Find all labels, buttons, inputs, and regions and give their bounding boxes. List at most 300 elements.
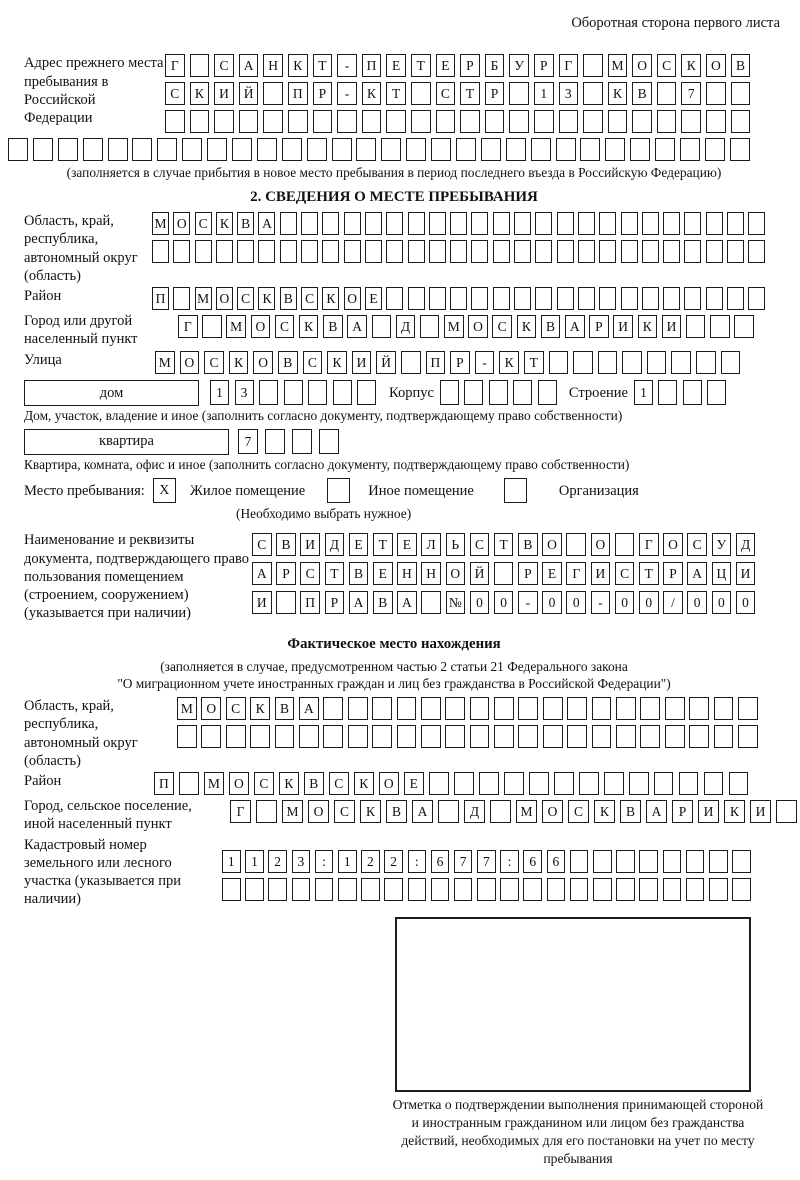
- dom-cells: [210, 380, 376, 405]
- char-box: [706, 240, 723, 263]
- char-box: [504, 772, 524, 795]
- char-box: [663, 212, 680, 235]
- stroenie-cells: [634, 380, 727, 405]
- ulitsa-field: [24, 351, 800, 374]
- char-box: [663, 878, 682, 901]
- char-box: [408, 287, 425, 310]
- char-box: [408, 878, 427, 901]
- kvartira-cells: [238, 429, 339, 454]
- char-box: [493, 287, 510, 310]
- char-box: М: [444, 315, 464, 338]
- factual-gorod-label: Город, сельское поселение, иной населенный пункт: [24, 798, 192, 833]
- char-box: [557, 240, 574, 263]
- char-box: [481, 138, 501, 161]
- dom-box: дом: [24, 380, 199, 406]
- char-box: О: [180, 351, 200, 374]
- char-box: [337, 110, 357, 133]
- char-box: [509, 82, 529, 105]
- char-box: У: [712, 533, 732, 556]
- char-box: [282, 138, 302, 161]
- char-box: [214, 110, 234, 133]
- char-box: М: [177, 697, 197, 720]
- char-box: [333, 380, 352, 405]
- char-box: [323, 697, 343, 720]
- char-box: [727, 287, 744, 310]
- char-box: [280, 212, 297, 235]
- char-box: [583, 82, 603, 105]
- char-box: О: [542, 533, 562, 556]
- char-box: [665, 725, 685, 748]
- char-box: [689, 725, 709, 748]
- prev-address-row-4: [8, 138, 800, 161]
- char-box: [592, 697, 612, 720]
- char-box: К: [216, 212, 233, 235]
- char-box: 7: [238, 429, 258, 454]
- char-box: [429, 287, 446, 310]
- char-box: [386, 287, 403, 310]
- char-box: В: [373, 591, 393, 614]
- char-box: Т: [639, 562, 659, 585]
- char-box: [570, 850, 589, 873]
- char-box: [411, 82, 431, 105]
- char-box: С: [275, 315, 295, 338]
- char-box: [292, 429, 312, 454]
- char-box: [654, 772, 674, 795]
- char-box: [642, 240, 659, 263]
- char-box: С: [204, 351, 224, 374]
- char-box: [738, 697, 758, 720]
- char-box: [454, 878, 473, 901]
- char-box: Е: [373, 562, 393, 585]
- char-box: [397, 725, 417, 748]
- char-box: [440, 380, 459, 405]
- char-box: [195, 240, 212, 263]
- char-box: [657, 110, 677, 133]
- char-box: [657, 82, 677, 105]
- char-box: [509, 110, 529, 133]
- char-box: [190, 110, 210, 133]
- char-box: [642, 287, 659, 310]
- char-box: К: [288, 54, 308, 77]
- char-box: [490, 800, 511, 823]
- char-box: У: [509, 54, 529, 77]
- char-box: И: [300, 533, 320, 556]
- char-box: В: [275, 697, 295, 720]
- char-box: Е: [542, 562, 562, 585]
- char-box: П: [154, 772, 174, 795]
- char-box: О: [173, 212, 190, 235]
- factual-heading: Фактическое место нахождения: [287, 635, 501, 652]
- char-box: В: [349, 562, 369, 585]
- factual-note-2: "О миграционном учете иностранных граждан и лиц без гражданства в Российской Федерации"): [117, 676, 671, 692]
- char-box: -: [337, 82, 357, 105]
- char-box: [268, 878, 287, 901]
- char-box: [493, 212, 510, 235]
- char-box: [386, 212, 403, 235]
- char-box: [202, 315, 222, 338]
- char-box: [173, 287, 190, 310]
- char-box: [513, 380, 532, 405]
- char-box: О: [216, 287, 233, 310]
- char-box: [642, 212, 659, 235]
- char-box: И: [352, 351, 372, 374]
- char-box: [177, 725, 197, 748]
- char-box: [494, 697, 514, 720]
- char-box: [538, 380, 557, 405]
- char-box: [362, 110, 382, 133]
- char-box: [493, 240, 510, 263]
- char-box: [265, 429, 285, 454]
- char-box: [706, 110, 726, 133]
- stamp-area: [395, 917, 751, 1092]
- char-box: [401, 351, 421, 374]
- char-box: В: [278, 351, 298, 374]
- char-box: К: [594, 800, 615, 823]
- char-box: [616, 697, 636, 720]
- char-box: Е: [349, 533, 369, 556]
- char-box: К: [354, 772, 374, 795]
- char-box: [598, 351, 618, 374]
- char-box: [494, 725, 514, 748]
- char-box: И: [252, 591, 272, 614]
- char-box: К: [250, 697, 270, 720]
- char-box: А: [646, 800, 667, 823]
- char-box: 7: [681, 82, 701, 105]
- char-box: [535, 287, 552, 310]
- char-box: [580, 138, 600, 161]
- char-box: К: [362, 82, 382, 105]
- char-box: [348, 697, 368, 720]
- char-box: 6: [431, 850, 450, 873]
- document-label: Наименование и реквизиты документа, подтверждающего право пользования помещением (строением, сооружением) (указывается при наличии): [24, 532, 250, 622]
- char-box: [275, 725, 295, 748]
- factual-gorod-row: [230, 800, 797, 823]
- char-box: Е: [404, 772, 424, 795]
- kvartira-note: Квартира, комната, офис и иное (заполнить согласно документу, подтверждающему право собственности): [24, 456, 630, 472]
- dom-line: [24, 380, 800, 406]
- char-box: М: [282, 800, 303, 823]
- char-box: [381, 138, 401, 161]
- char-box: [190, 54, 210, 77]
- dom-note: Дом, участок, владение и иное (заполнить согласно документу, подтверждающему право собственности): [24, 407, 623, 423]
- char-box: О: [663, 533, 683, 556]
- char-box: И: [214, 82, 234, 105]
- char-box: 2: [361, 850, 380, 873]
- char-box: И: [662, 315, 682, 338]
- char-box: [408, 212, 425, 235]
- char-box: [686, 850, 705, 873]
- prev-address-label: Адрес прежнего места пребывания в Российской Федерации: [24, 55, 164, 127]
- char-box: М: [608, 54, 628, 77]
- char-box: [706, 287, 723, 310]
- char-box: [361, 878, 380, 901]
- char-box: [245, 878, 264, 901]
- char-box: [543, 697, 563, 720]
- char-box: П: [152, 287, 169, 310]
- char-box: [256, 800, 277, 823]
- char-box: [709, 850, 728, 873]
- char-box: Д: [464, 800, 485, 823]
- char-box: 0: [470, 591, 490, 614]
- char-box: О: [344, 287, 361, 310]
- mesto-line: [24, 478, 800, 503]
- char-box: [313, 110, 333, 133]
- char-box: С: [470, 533, 490, 556]
- char-box: -: [518, 591, 538, 614]
- char-box: С: [687, 533, 707, 556]
- inoe-label: Иное помещение: [368, 482, 474, 499]
- char-box: [152, 240, 169, 263]
- char-box: [479, 772, 499, 795]
- factual-oblast-label: Область, край, республика, автономный округ (область): [24, 698, 138, 769]
- document-row-3: [252, 591, 755, 614]
- char-box: Н: [263, 54, 283, 77]
- char-box: Р: [460, 54, 480, 77]
- char-box: [714, 725, 734, 748]
- char-box: [301, 240, 318, 263]
- char-box: А: [239, 54, 259, 77]
- char-box: [529, 772, 549, 795]
- char-box: [689, 697, 709, 720]
- char-box: О: [229, 772, 249, 795]
- char-box: [460, 110, 480, 133]
- char-box: С: [615, 562, 635, 585]
- char-box: [338, 878, 357, 901]
- char-box: [732, 878, 751, 901]
- char-box: [592, 725, 612, 748]
- char-box: [599, 240, 616, 263]
- char-box: Р: [672, 800, 693, 823]
- char-box: №: [446, 591, 466, 614]
- char-box: [578, 240, 595, 263]
- char-box: [421, 697, 441, 720]
- char-box: [280, 240, 297, 263]
- char-box: С: [329, 772, 349, 795]
- char-box: [518, 697, 538, 720]
- char-box: [629, 772, 649, 795]
- char-box: [579, 772, 599, 795]
- char-box: С: [657, 54, 677, 77]
- char-box: [621, 287, 638, 310]
- char-box: [671, 351, 691, 374]
- char-box: А: [252, 562, 272, 585]
- char-box: [464, 380, 483, 405]
- char-box: [531, 138, 551, 161]
- char-box: [630, 138, 650, 161]
- char-box: [58, 138, 78, 161]
- char-box: П: [362, 54, 382, 77]
- char-box: [323, 725, 343, 748]
- char-box: [710, 315, 730, 338]
- document-row-1: [252, 533, 755, 556]
- char-box: 0: [639, 591, 659, 614]
- char-box: [734, 315, 754, 338]
- char-box: [616, 725, 636, 748]
- char-box: [663, 850, 682, 873]
- prev-address-note: (заполняется в случае прибытия в новое место пребывания в период последнего въезда в Российскую Федерацию): [66, 165, 722, 181]
- char-box: Д: [396, 315, 416, 338]
- char-box: [686, 315, 706, 338]
- char-box: С: [254, 772, 274, 795]
- char-box: К: [499, 351, 519, 374]
- char-box: [549, 351, 569, 374]
- char-box: [250, 725, 270, 748]
- char-box: [684, 287, 701, 310]
- char-box: -: [591, 591, 611, 614]
- char-box: В: [518, 533, 538, 556]
- char-box: [622, 351, 642, 374]
- char-box: К: [229, 351, 249, 374]
- section2-heading: 2. СВЕДЕНИЯ О МЕСТЕ ПРЕБЫВАНИЯ: [250, 189, 538, 206]
- char-box: [239, 110, 259, 133]
- char-box: [344, 212, 361, 235]
- char-box: [729, 772, 749, 795]
- char-box: М: [155, 351, 175, 374]
- char-box: [621, 240, 638, 263]
- char-box: [684, 212, 701, 235]
- factual-raion-row: [154, 772, 748, 795]
- char-box: К: [724, 800, 745, 823]
- factual-oblast-row-1: [177, 697, 758, 720]
- char-box: :: [315, 850, 334, 873]
- char-box: [431, 878, 450, 901]
- char-box: [157, 138, 177, 161]
- char-box: В: [304, 772, 324, 795]
- char-box: [276, 591, 296, 614]
- gorod-field: [24, 312, 800, 349]
- char-box: [494, 562, 514, 585]
- ulitsa-label: Улица: [24, 351, 62, 368]
- char-box: [429, 240, 446, 263]
- char-box: Т: [460, 82, 480, 105]
- char-box: [616, 850, 635, 873]
- char-box: И: [750, 800, 771, 823]
- char-box: Р: [518, 562, 538, 585]
- char-box: [431, 138, 451, 161]
- char-box: 0: [494, 591, 514, 614]
- char-box: [284, 380, 303, 405]
- stroenie-label: Строение: [568, 384, 628, 401]
- char-box: [731, 82, 751, 105]
- char-box: П: [426, 351, 446, 374]
- char-box: [471, 240, 488, 263]
- char-box: В: [632, 82, 652, 105]
- char-box: С: [334, 800, 355, 823]
- char-box: [456, 138, 476, 161]
- char-box: [232, 138, 252, 161]
- ulitsa-row: [155, 351, 740, 374]
- char-box: [556, 138, 576, 161]
- organizaciya-label: Организация: [558, 482, 639, 499]
- char-box: [514, 212, 531, 235]
- char-box: 1: [634, 380, 653, 405]
- char-box: М: [204, 772, 224, 795]
- char-box: [301, 212, 318, 235]
- korpus-cells: [440, 380, 557, 405]
- char-box: Р: [325, 591, 345, 614]
- char-box: О: [706, 54, 726, 77]
- char-box: [686, 878, 705, 901]
- char-box: 0: [687, 591, 707, 614]
- char-box: А: [565, 315, 585, 338]
- char-box: К: [608, 82, 628, 105]
- char-box: 1: [210, 380, 229, 405]
- char-box: С: [568, 800, 589, 823]
- oblast-label: Область, край, республика, автономный округ (область): [24, 213, 138, 284]
- char-box: [514, 287, 531, 310]
- char-box: [421, 591, 441, 614]
- char-box: Е: [397, 533, 417, 556]
- char-box: [489, 380, 508, 405]
- char-box: 0: [712, 591, 732, 614]
- char-box: Г: [165, 54, 185, 77]
- char-box: С: [214, 54, 234, 77]
- char-box: [386, 240, 403, 263]
- factual-raion-label: Район: [24, 773, 62, 790]
- char-box: [500, 878, 519, 901]
- char-box: С: [226, 697, 246, 720]
- char-box: [727, 212, 744, 235]
- char-box: К: [681, 54, 701, 77]
- oblast-row-1: [152, 212, 765, 235]
- char-box: К: [638, 315, 658, 338]
- char-box: [470, 697, 490, 720]
- char-box: 7: [477, 850, 496, 873]
- factual-oblast-field: [24, 697, 800, 770]
- char-box: [593, 850, 612, 873]
- char-box: [535, 240, 552, 263]
- char-box: Л: [421, 533, 441, 556]
- char-box: [450, 212, 467, 235]
- char-box: О: [632, 54, 652, 77]
- char-box: Р: [313, 82, 333, 105]
- prev-address-section: [24, 54, 800, 133]
- char-box: 6: [547, 850, 566, 873]
- char-box: С: [252, 533, 272, 556]
- char-box: [748, 212, 765, 235]
- char-box: В: [280, 287, 297, 310]
- char-box: К: [279, 772, 299, 795]
- char-box: Т: [325, 562, 345, 585]
- char-box: [257, 138, 277, 161]
- char-box: [263, 110, 283, 133]
- char-box: [222, 878, 241, 901]
- organizaciya-checkbox: [504, 478, 527, 503]
- char-box: Г: [178, 315, 198, 338]
- char-box: М: [226, 315, 246, 338]
- char-box: [450, 240, 467, 263]
- char-box: К: [517, 315, 537, 338]
- char-box: П: [300, 591, 320, 614]
- char-box: 3: [292, 850, 311, 873]
- char-box: К: [327, 351, 347, 374]
- char-box: :: [500, 850, 519, 873]
- char-box: С: [303, 351, 323, 374]
- char-box: С: [301, 287, 318, 310]
- char-box: [344, 240, 361, 263]
- prev-address-row-1: [165, 54, 750, 77]
- zhiloe-label: Жилое помещение: [189, 482, 306, 499]
- char-box: [616, 878, 635, 901]
- char-box: О: [379, 772, 399, 795]
- char-box: [356, 138, 376, 161]
- char-box: [559, 110, 579, 133]
- char-box: И: [736, 562, 756, 585]
- char-box: [727, 240, 744, 263]
- char-box: [365, 212, 382, 235]
- char-box: О: [251, 315, 271, 338]
- char-box: С: [436, 82, 456, 105]
